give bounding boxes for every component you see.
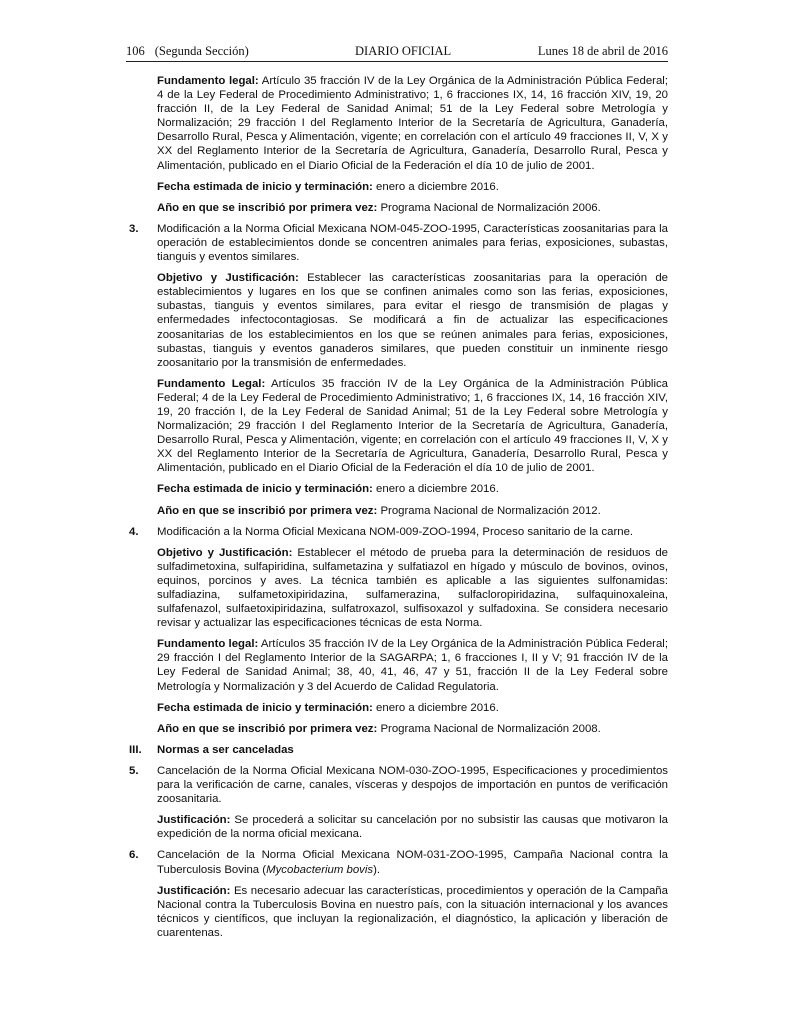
item-number: 5. [129,764,139,777]
item-text: Modificación a la Norma Oficial Mexicana NOM-045-ZOO-1995, Características zoosanitarias para la operación de establecimientos donde se concentren animales para ferias, exposiciones, subastas, tianguis y eventos similares. [157,222,668,264]
document-body [126,74,668,947]
paragraph-label: Fundamento legal: [157,75,259,87]
section-title: Normas a ser canceladas [157,743,294,756]
paragraph-text: Programa Nacional de Normalización 2012. [380,504,601,517]
section-number: III. [129,743,142,756]
item-number: 6. [129,849,139,862]
fecha-estimada-paragraph [157,180,668,194]
paragraph-label: Justificación: [157,814,231,827]
list-item-4 [126,525,668,539]
item-text: Cancelación de la Norma Oficial Mexicana NOM-030-ZOO-1995, Especificaciones y procedimientos para la verificación de carne, canales, vísceras y despojos de importación en puntos de verificación zoosanitaria. [157,764,668,806]
paragraph-text: enero a diciembre 2016. [376,483,499,496]
paragraph-label: Fundamento legal: [157,638,259,651]
fecha-estimada-paragraph [157,482,668,496]
paragraph-label: Fecha estimada de inicio y terminación: [157,701,373,714]
item-text [157,848,668,876]
paragraph-label: Fecha estimada de inicio y terminación: [157,180,373,193]
item-text: Modificación a la Norma Oficial Mexicana NOM-009-ZOO-1994, Proceso sanitario de la carne. [157,525,634,538]
paragraph-text: Se procederá a solicitar su cancelación por no subsistir las causas que motivaron la expedición de la norma oficial mexicana. [157,814,668,841]
paragraph-text: Artículo 35 fracción IV de la Ley Orgánica de la Administración Pública Federal; 4 de la Ley Federal de Procedimiento Administrativo; 1, 6 fracciones IX, 14, 16 fracción XIV, 19, 20 fracción II, de la Ley Federal de Sanidad Animal; 51 de la Ley Federal sobre Metrología y Normalización; 29 fracción I del Reglamento Interior de la Secretaría de Agricultura, Ganadería, Desarrollo Rural, Pesca y Alimentación, vigente; en correlación con el artículo 49 fracciones II, V, X y XX del Reglamento Interior de la Secretaría de Agricultura, Ganadería, Desarrollo Rural, Pesca y Alimentación, publicado en el Diario Oficial de la Federación el día 10 de julio de 2001. [157,75,668,172]
fundamento-legal-paragraph [157,637,668,693]
objetivo-paragraph [157,271,668,370]
paragraph-label: Objetivo y Justificación: [157,272,299,285]
paragraph-label: Objetivo y Justificación: [157,546,293,559]
species-name: Mycobacterium bovis [266,863,374,876]
anio-inscripcion-paragraph [157,504,668,518]
list-item-6 [126,848,668,876]
header-left [126,44,249,59]
paragraph-text: Programa Nacional de Normalización 2006. [380,201,601,214]
paragraph-text: Artículos 35 fracción IV de la Ley Orgánica de la Administración Pública Federal; 29 fracción I del Reglamento Interior de la SAGARPA; 1, 6 fracciones I, II y V; 91 fracción IV de la Ley Federal de Sanidad Animal; 38, 40, 41, 46, 47 y 51, fracción II de la Ley Federal sobre Metrología y Normalización y 3 del Acuerdo de Calidad Regulatoria. [157,638,668,693]
publication-date: Lunes 18 de abril de 2016 [537,44,668,58]
paragraph-text: Programa Nacional de Normalización 2008. [380,722,601,735]
paragraph-label: Año en que se inscribió por primera vez: [157,722,378,735]
section-heading [126,743,668,757]
paragraph-label: Justificación: [157,884,231,897]
fecha-estimada-paragraph [157,701,668,715]
objetivo-paragraph [157,546,668,631]
paragraph-text: Artículos 35 fracción IV de la Ley Orgánica de la Administración Pública Federal; 4 de la Ley Federal de Procedimiento Administrativo; 1, 6 fracciones IX, 14, 16 fracción XIV, 19, 20 fracción I, de la Ley Federal de Sanidad Animal; 51 de la Ley Federal sobre Metrología y Normalización; 29 fracción I del Reglamento Interior de la Secretaría de Agricultura, Ganadería, Desarrollo Rural, Pesca y Alimentación, vigente; en correlación con el artículo 49 fracciones II, V, X y XX del Reglamento Interior de la Secretaría de Agricultura, Ganadería, Desarrollo Rural, Pesca y Alimentación, publicado en el Diario Oficial de la Federación el día 10 de julio de 2001. [157,377,669,475]
publication-name: DIARIO OFICIAL [355,44,452,58]
justificacion-paragraph [157,884,668,940]
fundamento-legal-paragraph [157,377,668,476]
paragraph-text: Establecer las características zoosanitarias para la operación de establecimientos y lugares en los que se confinen animales como son las ferias, exposiciones, subastas, tianguis y eventos similares, para evitar el riesgo de transmisión de plagas y enfermedades infectocontagiosas. Se modificará a fin de actualizar las especificaciones zoosanitarias de los establecimientos en los que se reúnen animales para ferias, exposiciones, subastas, tianguis y eventos ganaderos similares, que pueden constituir un inminente riesgo zoosanitario por la transmisión de enfermedades. [157,272,669,369]
page-number: 106 [126,44,145,58]
fundamento-legal-paragraph [157,74,668,173]
item-number: 3. [129,222,139,235]
paragraph-label: Fecha estimada de inicio y terminación: [157,483,373,496]
anio-inscripcion-paragraph [157,201,668,215]
header-divider [126,61,668,62]
item-number: 4. [129,525,139,538]
paragraph-text: Establecer el método de prueba para la determinación de residuos de sulfadimetoxina, sulfapiridina, sulfametazina y sulfatiazol en hígado y músculo de bovinos, ovinos, equinos, porcinos y aves. La técnica también es aplicable a las siguientes sulfonamidas: sulfadiazina, sulfametoxipiridazina, sulfamerazina, sulfacloropiridazina, sulfaquinoxaleina, sulfafenazol, sulfaetoxipiridazina, sulfatroxazol, sulfisoxazol y sulfadoxina. Se considera necesario revisar y actualizar las especificaciones técnicas de esta Norma. [157,546,669,630]
page-header [126,44,668,60]
paragraph-text: enero a diciembre 2016. [376,180,499,193]
paragraph-label: Año en que se inscribió por primera vez: [157,504,378,517]
paragraph-text: enero a diciembre 2016. [376,701,499,714]
paragraph-text: Es necesario adecuar las características, procedimientos y operación de la Campaña Nacional contra la Tuberculosis Bovina en nuestro país, con la situación internacional y los avances técnicos y científicos, que incluyan la regionalización, el diagnóstico, la aplicación y liberación de cuarentenas. [157,884,668,939]
item-text-end: ). [373,863,381,876]
paragraph-label: Fundamento Legal: [157,377,266,390]
section-label: (Segunda Sección) [154,44,249,58]
paragraph-label: Año en que se inscribió por primera vez: [157,201,378,214]
list-item-5 [126,764,668,806]
list-item-3 [126,222,668,264]
justificacion-paragraph [157,813,668,841]
item-text-start: Cancelación de la Norma Oficial Mexicana NOM-031-ZOO-1995, Campaña Nacional contra la Tuberculosis Bovina ( [157,849,668,876]
anio-inscripcion-paragraph [157,722,668,736]
